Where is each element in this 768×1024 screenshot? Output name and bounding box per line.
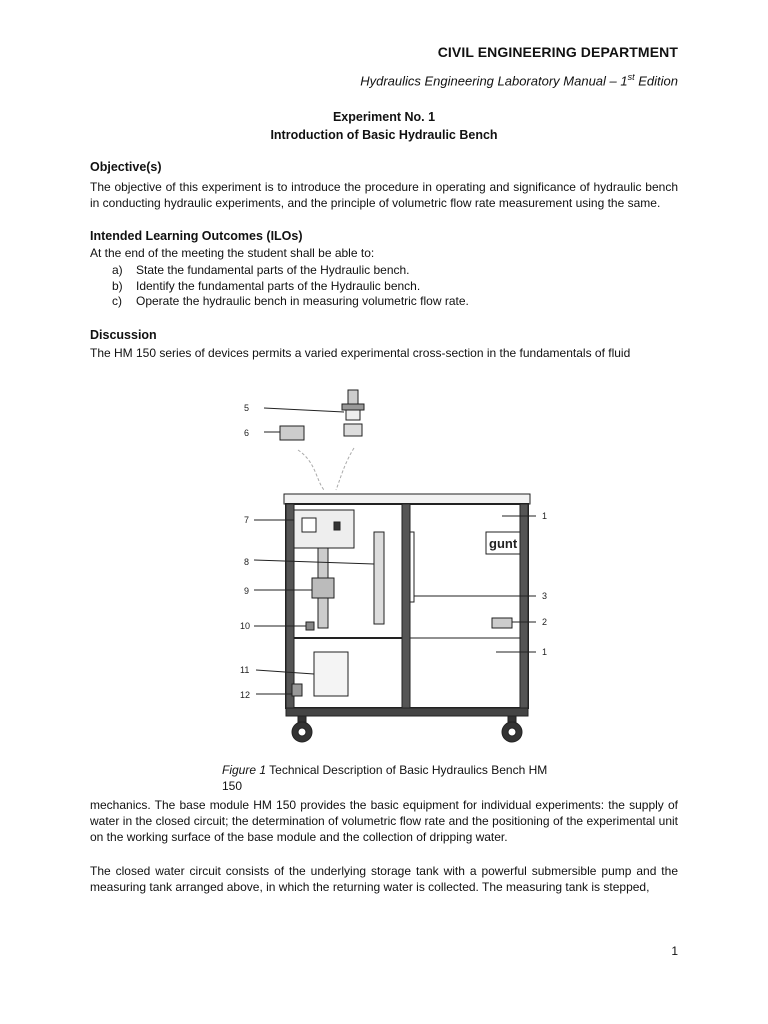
figure-label-10: 10 <box>240 621 251 631</box>
manual-title-prefix: Hydraulics Engineering Laboratory Manual – 1 <box>360 73 628 89</box>
gunt-logo: gunt <box>489 536 518 551</box>
department-title: CIVIL ENGINEERING DEPARTMENT <box>437 44 678 60</box>
figure-label-1-top: 1 <box>542 511 548 521</box>
list-item <box>112 263 469 279</box>
manual-title <box>360 72 678 88</box>
figure-caption <box>222 762 552 794</box>
list-item <box>112 279 469 295</box>
list-item <box>112 294 469 310</box>
discussion-para-2: The closed water circuit consists of the underlying storage tank with a powerful submersible pump and the measuring tank arranged above, in which the returning water is collected. The measuring tank is stepped, <box>90 864 678 894</box>
figure-label-9: 9 <box>244 586 250 596</box>
ilos-list <box>112 263 469 310</box>
figure-caption-text: Technical Description of Basic Hydraulics Bench HM 150 <box>222 763 548 793</box>
page-number: 1 <box>671 944 678 958</box>
experiment-number: Experiment No. 1 <box>332 110 436 124</box>
hydraulic-bench-figure <box>236 382 566 752</box>
figure-label-2: 2 <box>542 617 548 627</box>
manual-title-suffix: Edition <box>634 73 678 89</box>
objective-heading: Objective(s) <box>90 160 162 174</box>
ilos-heading: Intended Learning Outcomes (ILOs) <box>90 229 303 243</box>
discussion-intro: The HM 150 series of devices permits a varied experimental cross-section in the fundamentals of fluid <box>90 346 631 360</box>
figure-label-7: 7 <box>244 515 250 525</box>
figure-label-1-bottom: 1 <box>542 647 548 657</box>
figure-label-3: 3 <box>542 591 548 601</box>
list-marker: b) <box>112 278 123 293</box>
discussion-para-1: mechanics. The base module HM 150 provides the basic equipment for individual experiments: the supply of water in the closed circuit; the determination of volumetric flow rate and the positioning of the experimental unit on the working surface of the base module and the collection of dripping water. <box>90 798 678 844</box>
figure-label-5: 5 <box>244 403 250 413</box>
figure-label-8: 8 <box>244 557 250 567</box>
figure-label-12: 12 <box>240 690 251 700</box>
experiment-title: Introduction of Basic Hydraulic Bench <box>270 128 498 142</box>
list-marker: a) <box>112 263 123 277</box>
figure-label-6: 6 <box>244 428 250 438</box>
manual-edition-sup: st <box>627 72 635 82</box>
figure-caption-label: Figure 1 <box>222 763 267 777</box>
list-text: State the fundamental parts of the Hydraulic bench. <box>136 263 410 277</box>
list-text: Operate the hydraulic bench in measuring volumetric flow rate. <box>136 294 469 308</box>
list-marker: c) <box>112 294 122 308</box>
discussion-heading: Discussion <box>90 328 157 342</box>
figure-label-11: 11 <box>240 665 250 675</box>
ilos-intro: At the end of the meeting the student shall be able to: <box>90 246 375 260</box>
objective-text: The objective of this experiment is to introduce the procedure in operating and significance of hydraulic bench in conducting hydraulic experiments, and the principle of volumetric flow rate measurement using the same. <box>90 180 678 210</box>
list-text: Identify the fundamental parts of the Hydraulic bench. <box>136 278 421 293</box>
